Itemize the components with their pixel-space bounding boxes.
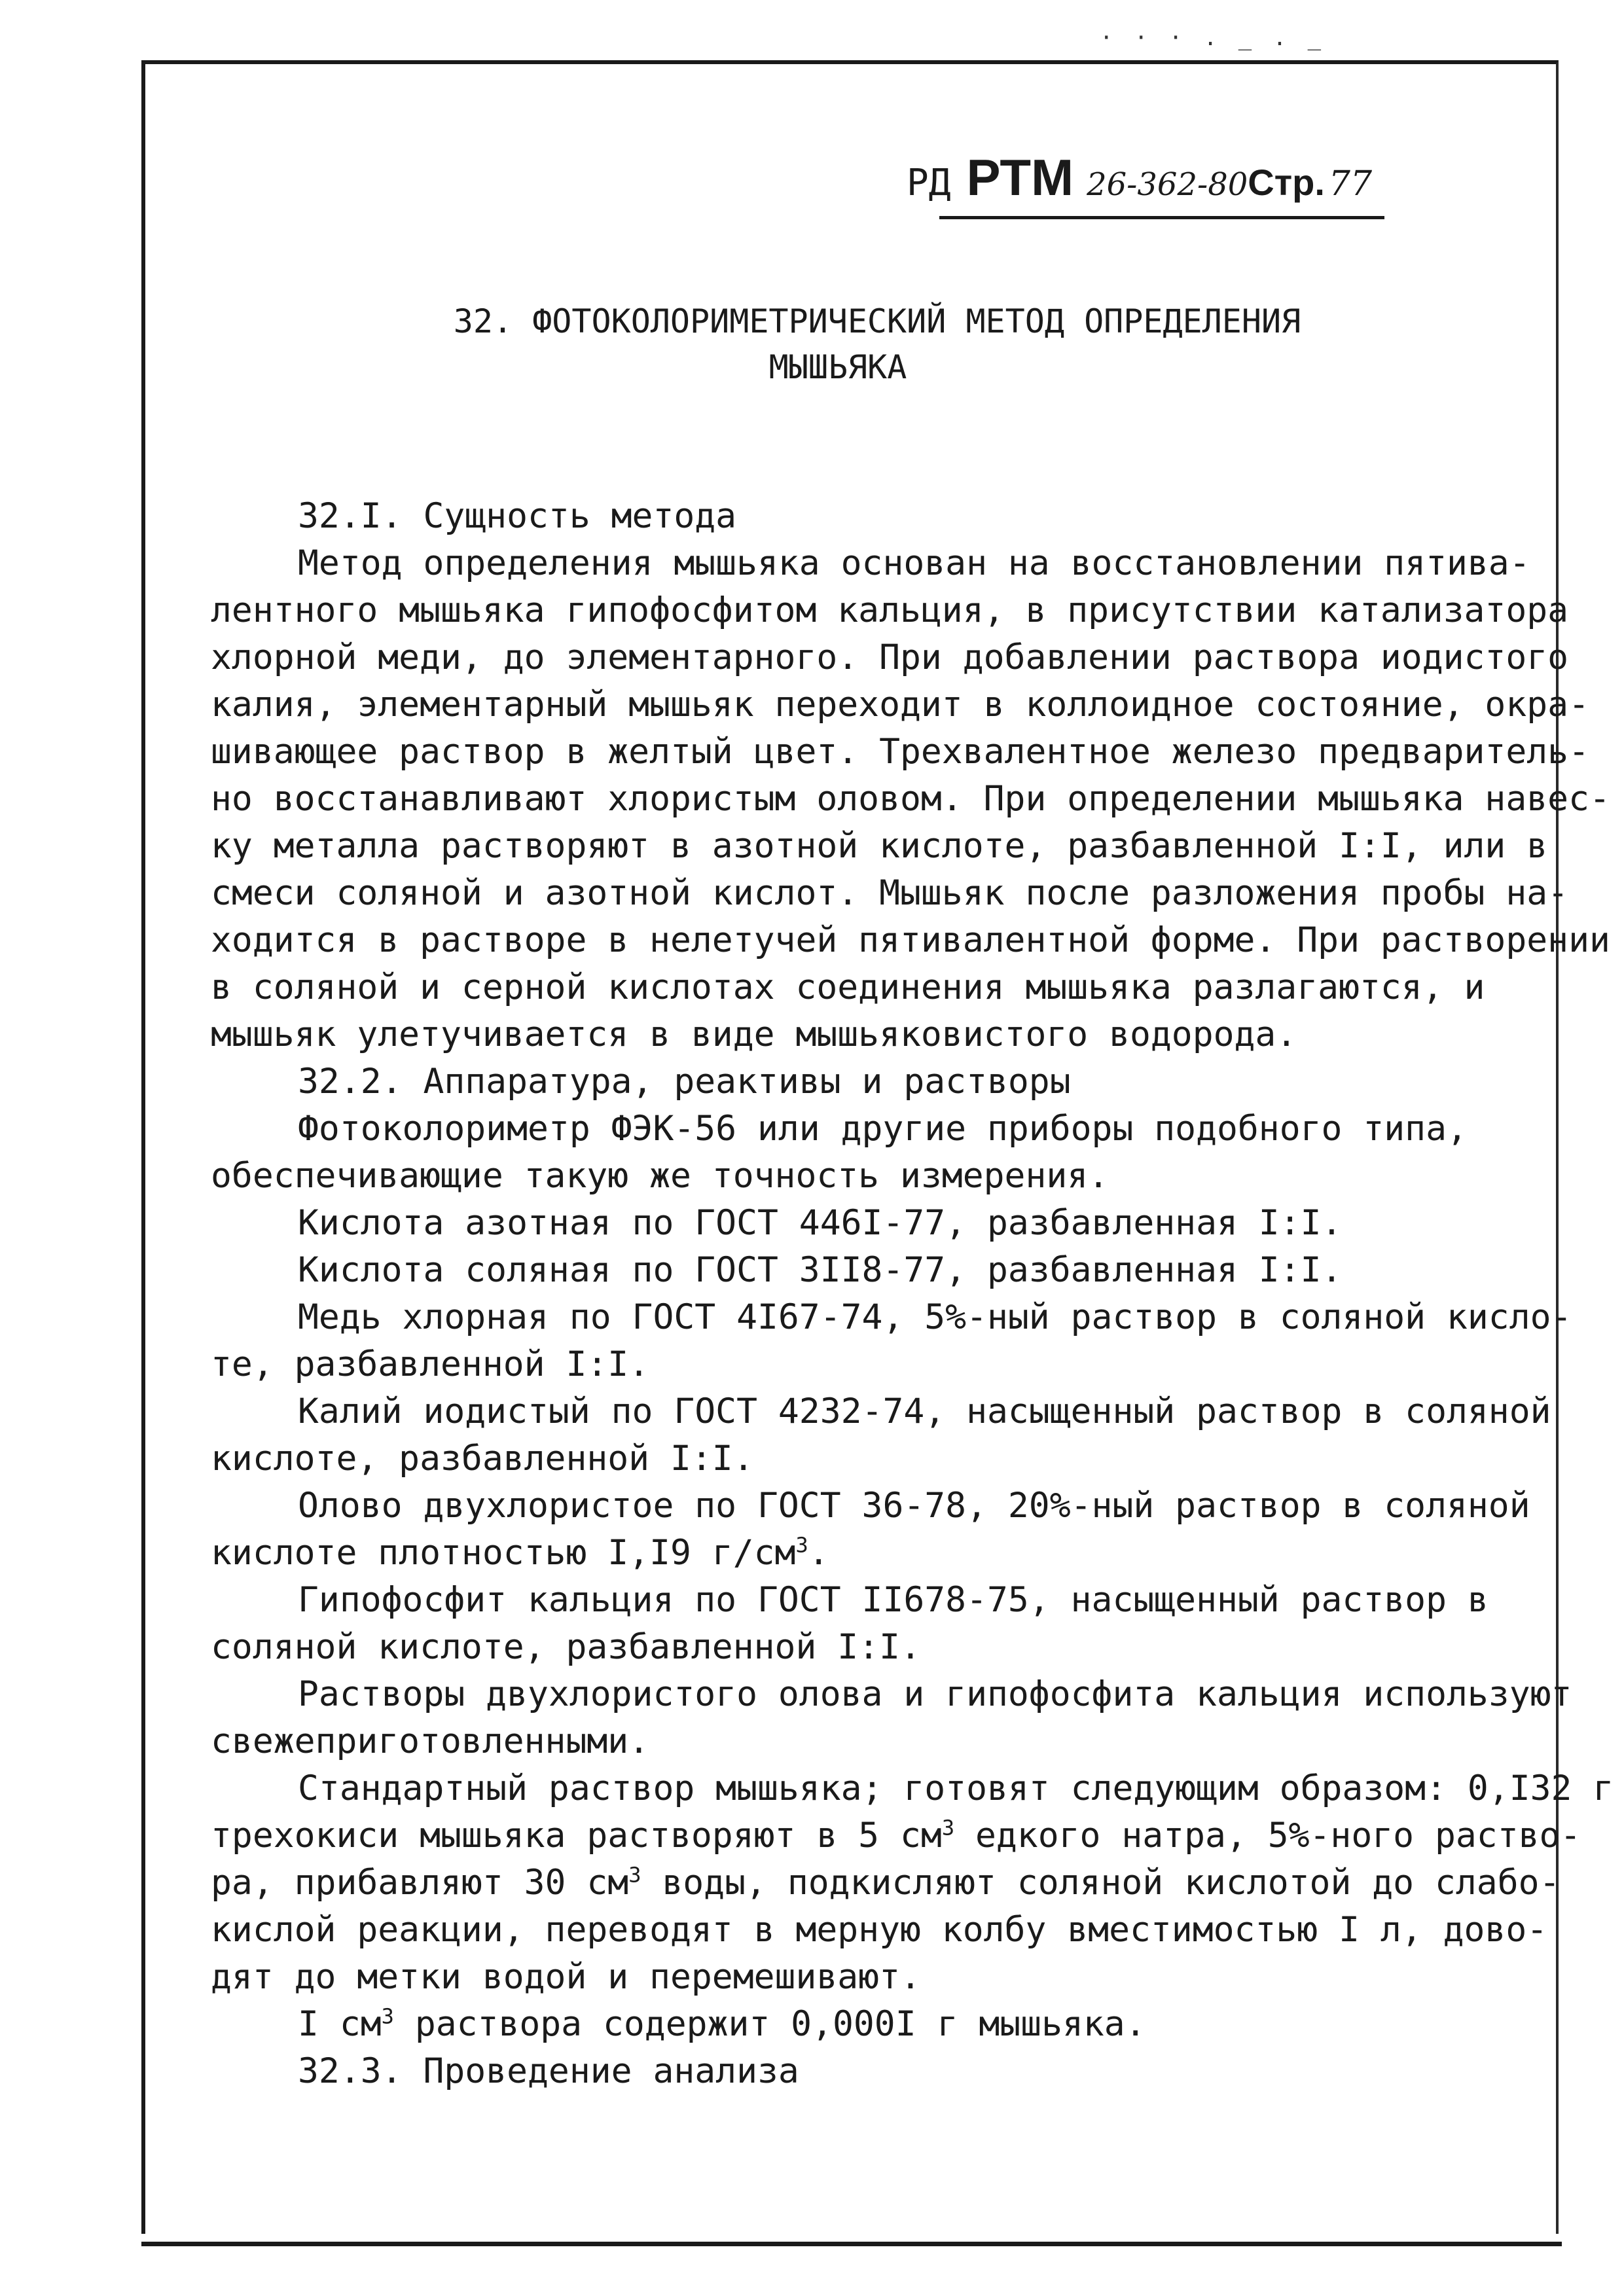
text-fragment: кислоте плотностью I,I9 г/см (211, 1533, 796, 1573)
text-line: Медь хлорная по ГОСТ 4I67-74, 5%-ный раствор в соляной кисло- (298, 1297, 1572, 1337)
subsection-title: 32.3. Проведение анализа (298, 2051, 799, 2091)
text-line (211, 1862, 1561, 1903)
superscript: 3 (381, 2003, 394, 2029)
text-fragment: трехокиси мышьяка растворяют в 5 см (211, 1816, 942, 1856)
text-line: Кислота азотная по ГОСТ 446I-77, разбавленная I:I. (298, 1203, 1343, 1243)
text-fragment: едкого натра, 5%-ного раство- (954, 1816, 1581, 1856)
text-fragment: ра, прибавляют 30 см (211, 1863, 629, 1903)
text-fragment: . (808, 1533, 829, 1573)
text-line: соляной кислоте, разбавленной I:I. (211, 1627, 921, 1667)
text-line: свежеприготовленными. (211, 1721, 650, 1761)
stamp-code: 26-362-80 (1087, 166, 1248, 203)
text-line: но восстанавливают хлористым оловом. При определении мышьяка навес- (211, 779, 1610, 819)
superscript: 3 (795, 1532, 808, 1558)
text-line: Стандартный раствор мышьяка; готовят следующим образом: 0,I32 г (298, 1768, 1614, 1808)
text-line: калия, элементарный мышьяк переходит в коллоидное состояние, окра- (211, 685, 1589, 725)
subsection-title: 32.2. Аппаратура, реактивы и растворы (298, 1062, 1071, 1102)
text-line: Калий иодистый по ГОСТ 4232-74, насыщенный раствор в соляной (298, 1391, 1551, 1431)
text-line (298, 2003, 1146, 2044)
text-line: Гипофосфит кальция по ГОСТ II678-75, насыщенный раствор в (298, 1580, 1489, 1620)
text-line: лентного мышьяка гипофосфитом кальция, в присутствии катализатора (211, 590, 1569, 630)
text-line: Фотоколориметр ФЭК-56 или другие приборы подобного типа, (298, 1109, 1468, 1149)
stamp-page-label: Стр. (1248, 162, 1325, 203)
text-line: кислой реакции, переводят в мерную колбу вместимостью I л, дово- (211, 1910, 1548, 1950)
text-fragment: воды, подкисляют соляной кислотой до слабо- (641, 1863, 1561, 1903)
text-fragment: I см (298, 2004, 382, 2044)
text-line: шивающее раствор в желтый цвет. Трехвалентное железо предваритель- (211, 732, 1589, 772)
text-line: мышьяк улетучивается в виде мышьяковистого водорода. (211, 1014, 1297, 1054)
stamp-page-number: 77 (1328, 164, 1373, 204)
top-marks: · · · . _ . _ (1100, 25, 1326, 51)
text-line: ходится в растворе в нелетучей пятивалентной форме. При растворении (211, 920, 1610, 960)
text-line: в соляной и серной кислотах соединения мышьяка разлагаются, и (211, 967, 1485, 1007)
text-line (211, 1532, 829, 1573)
text-line: Растворы двухлористого олова и гипофосфита кальция используют (298, 1674, 1572, 1714)
subsection-title: 32.I. Сущность метода (298, 496, 737, 536)
stamp-underline (939, 216, 1384, 219)
text-line: Кислота соляная по ГОСТ 3II8-77, разбавленная I:I. (298, 1250, 1343, 1290)
stamp-rtm: РТМ (966, 149, 1074, 206)
text-line: дят до метки водой и перемешивают. (211, 1957, 921, 1997)
section-heading: 32. ФОТОКОЛОРИМЕТРИЧЕСКИЙ МЕТОД ОПРЕДЕЛЕНИЯ (453, 302, 1301, 340)
document-stamp (907, 148, 1372, 207)
text-line: ку металла растворяют в азотной кислоте, разбавленной I:I, или в (211, 826, 1548, 866)
bottom-rule (141, 2242, 1562, 2246)
section-heading-cont: МЫШЬЯКА (768, 348, 907, 386)
text-line: хлорной меди, до элементарного. При добавлении раствора иодистого (211, 637, 1569, 677)
text-line: те, разбавленной I:I. (211, 1344, 650, 1384)
text-line (211, 1815, 1581, 1856)
superscript: 3 (941, 1815, 955, 1840)
stamp-rd: РД (907, 162, 951, 204)
text-line: смеси соляной и азотной кислот. Мышьяк после разложения пробы на- (211, 873, 1569, 913)
text-line: Олово двухлористое по ГОСТ 36-78, 20%-ный раствор в соляной (298, 1486, 1530, 1526)
text-line: обеспечивающие такую же точность измерения. (211, 1156, 1110, 1196)
text-line: Метод определения мышьяка основан на восстановлении пятива- (298, 543, 1530, 583)
superscript: 3 (628, 1862, 641, 1888)
text-fragment: раствора содержит 0,000I г мышьяка. (393, 2004, 1146, 2044)
text-line: кислоте, разбавленной I:I. (211, 1439, 754, 1479)
